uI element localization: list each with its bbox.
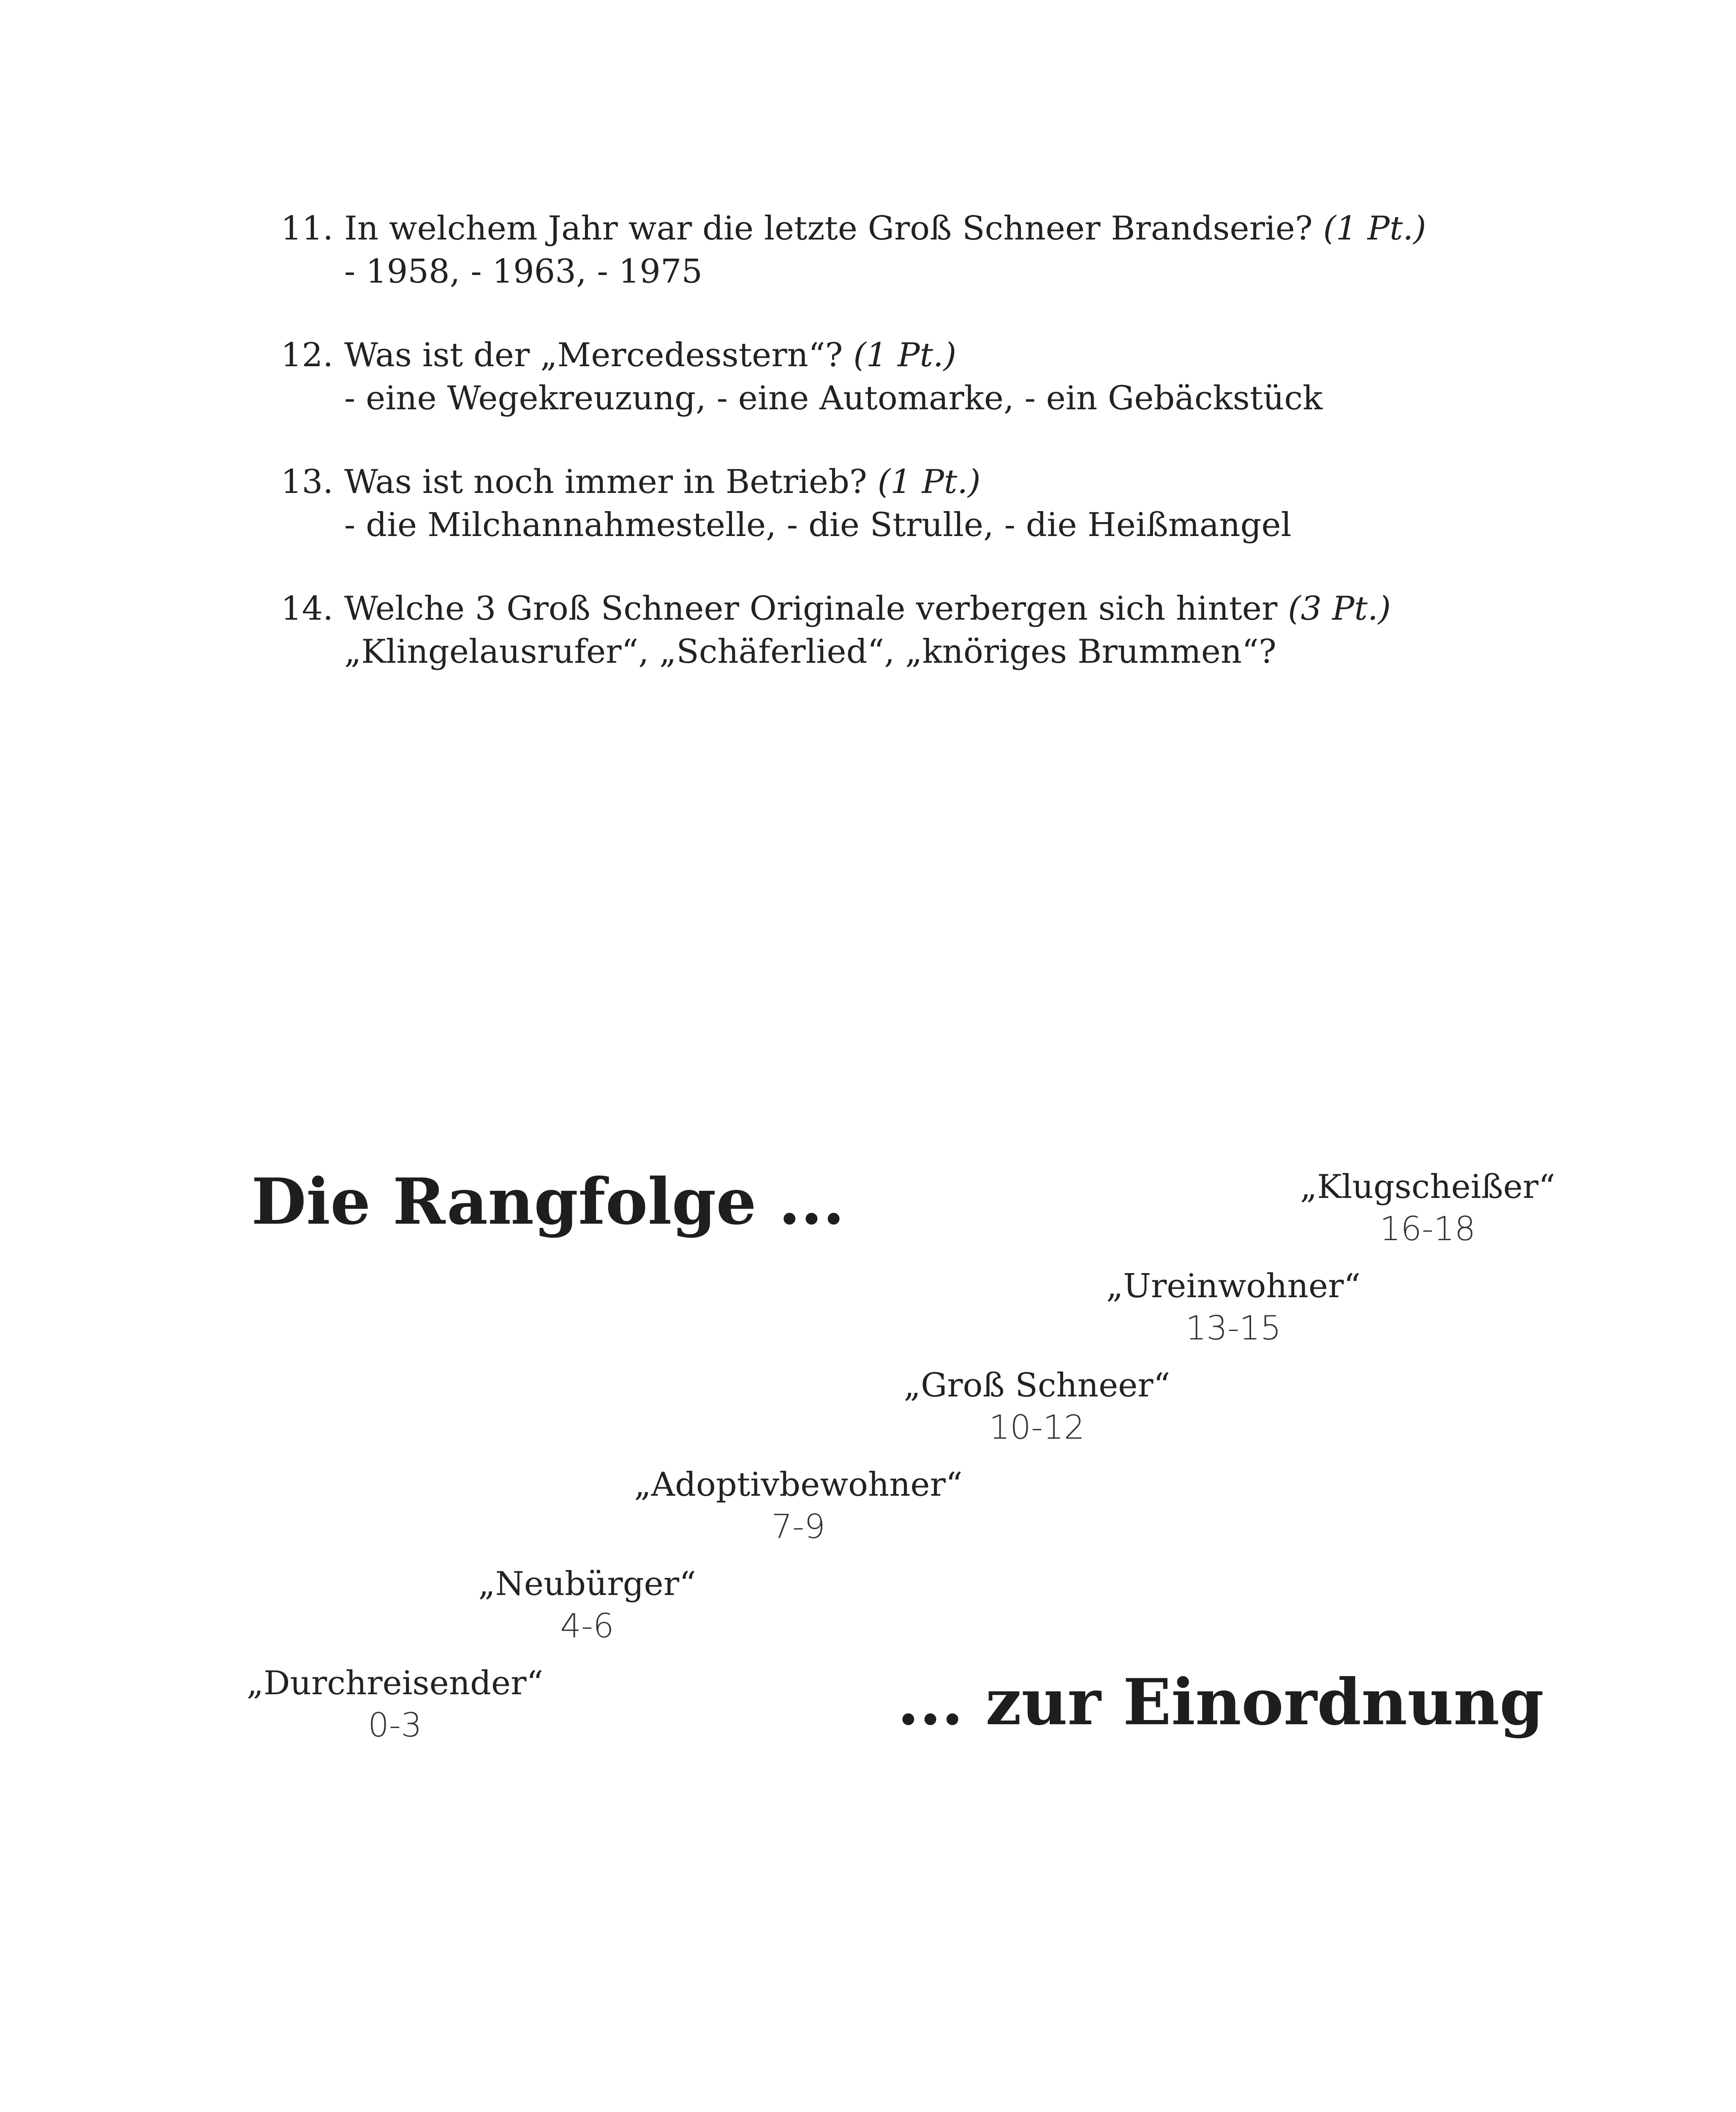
rank-label: „Klugscheißer“ bbox=[1300, 1168, 1556, 1206]
question-text: Was ist der „Mercedesstern“? bbox=[344, 336, 843, 374]
rank-range: 16-18 bbox=[1380, 1210, 1476, 1248]
question-number: 11. bbox=[281, 210, 334, 248]
rank-neubuerger bbox=[478, 1563, 696, 1647]
rank-range: 7-9 bbox=[771, 1508, 825, 1546]
question-options: - 1958, - 1963, - 1975 bbox=[344, 253, 703, 291]
heading-rangfolge: Die Rangfolge ... bbox=[251, 1165, 845, 1239]
heading-einordnung: ... zur Einordnung bbox=[897, 1665, 1544, 1739]
question-points: (1 Pt.) bbox=[1323, 210, 1426, 248]
rank-ureinwohner bbox=[1106, 1265, 1361, 1350]
rank-range: 10-12 bbox=[989, 1409, 1085, 1447]
question-text: Welche 3 Groß Schneer Originale verbergen sich hinter bbox=[344, 590, 1278, 628]
rank-range: 13-15 bbox=[1185, 1309, 1282, 1347]
rank-durchreisender bbox=[247, 1662, 543, 1747]
rank-klugscheisser bbox=[1300, 1166, 1555, 1250]
question-body bbox=[344, 460, 1590, 547]
question-text: In welchem Jahr war die letzte Groß Schneer Brandserie? bbox=[344, 210, 1313, 248]
question-line bbox=[344, 460, 1590, 504]
question-body bbox=[344, 334, 1590, 420]
question-line bbox=[344, 334, 1590, 377]
question-options: - die Milchannahmestelle, - die Strulle, - die Heißmangel bbox=[344, 506, 1292, 544]
question-options: - eine Wegekreuzung, - eine Automarke, - ein Gebäckstück bbox=[344, 379, 1323, 417]
rank-label: „Groß Schneer“ bbox=[903, 1366, 1170, 1404]
question-points: (1 Pt.) bbox=[877, 463, 981, 501]
rank-label: „Adoptivbewohner“ bbox=[634, 1466, 963, 1504]
question-number: 14. bbox=[281, 590, 334, 628]
question-body bbox=[344, 207, 1590, 293]
rank-range: 0-3 bbox=[368, 1706, 422, 1745]
rank-gross-schneer bbox=[904, 1364, 1170, 1449]
question-item bbox=[281, 334, 1590, 420]
question-points: (1 Pt.) bbox=[853, 336, 957, 374]
question-points: (3 Pt.) bbox=[1288, 590, 1391, 628]
question-text: Was ist noch immer in Betrieb? bbox=[344, 463, 867, 501]
question-originals: „Klingelausrufer“, „Schäferlied“, „knöriges Brummen“? bbox=[344, 633, 1276, 671]
rank-range: 4-6 bbox=[560, 1607, 614, 1645]
question-body bbox=[344, 587, 1590, 673]
question-line bbox=[344, 207, 1590, 250]
rank-label: „Neubürger“ bbox=[478, 1565, 696, 1603]
question-item bbox=[281, 207, 1590, 293]
question-number: 13. bbox=[281, 463, 334, 501]
question-line bbox=[344, 587, 1590, 630]
rank-adoptivbewohner bbox=[634, 1464, 963, 1548]
question-item bbox=[281, 460, 1590, 547]
question-number: 12. bbox=[281, 336, 334, 374]
rank-label: „Durchreisender“ bbox=[246, 1664, 544, 1702]
rank-label: „Ureinwohner“ bbox=[1106, 1267, 1361, 1305]
question-list bbox=[281, 207, 1590, 714]
question-item bbox=[281, 587, 1590, 673]
